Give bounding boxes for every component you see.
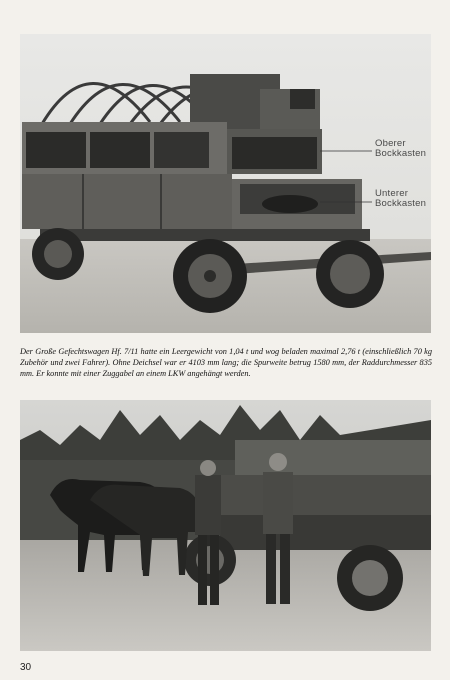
upper-box-label — [375, 139, 435, 159]
lower-box-label-line-2: Bockkasten — [375, 198, 427, 209]
lower-box-label-line-1: Unterer — [375, 188, 409, 199]
upper-box-label-line-1: Oberer — [375, 138, 406, 149]
upper-box-label-line-2: Bockkasten — [375, 148, 427, 159]
lower-box-label — [375, 189, 435, 209]
field-wagon-photo — [20, 400, 431, 651]
photo-caption: Der Große Gefechtswagen Hf. 7/11 hatte ein Leergewicht von 1,04 t und wog beladen maximal 2,76 t (einschließlich 70 kg Zubehör und zwei Fahrer). Ohne Deichsel war er 4103 mm lang; die Spurweite betrug 1580 mm, der Raddurchmesser 835 mm. Er konnte mit einer Zuggabel an einem LKW angehängt werden. — [20, 347, 432, 379]
wagon-photo — [20, 34, 431, 333]
page-number: 30 — [20, 662, 32, 673]
